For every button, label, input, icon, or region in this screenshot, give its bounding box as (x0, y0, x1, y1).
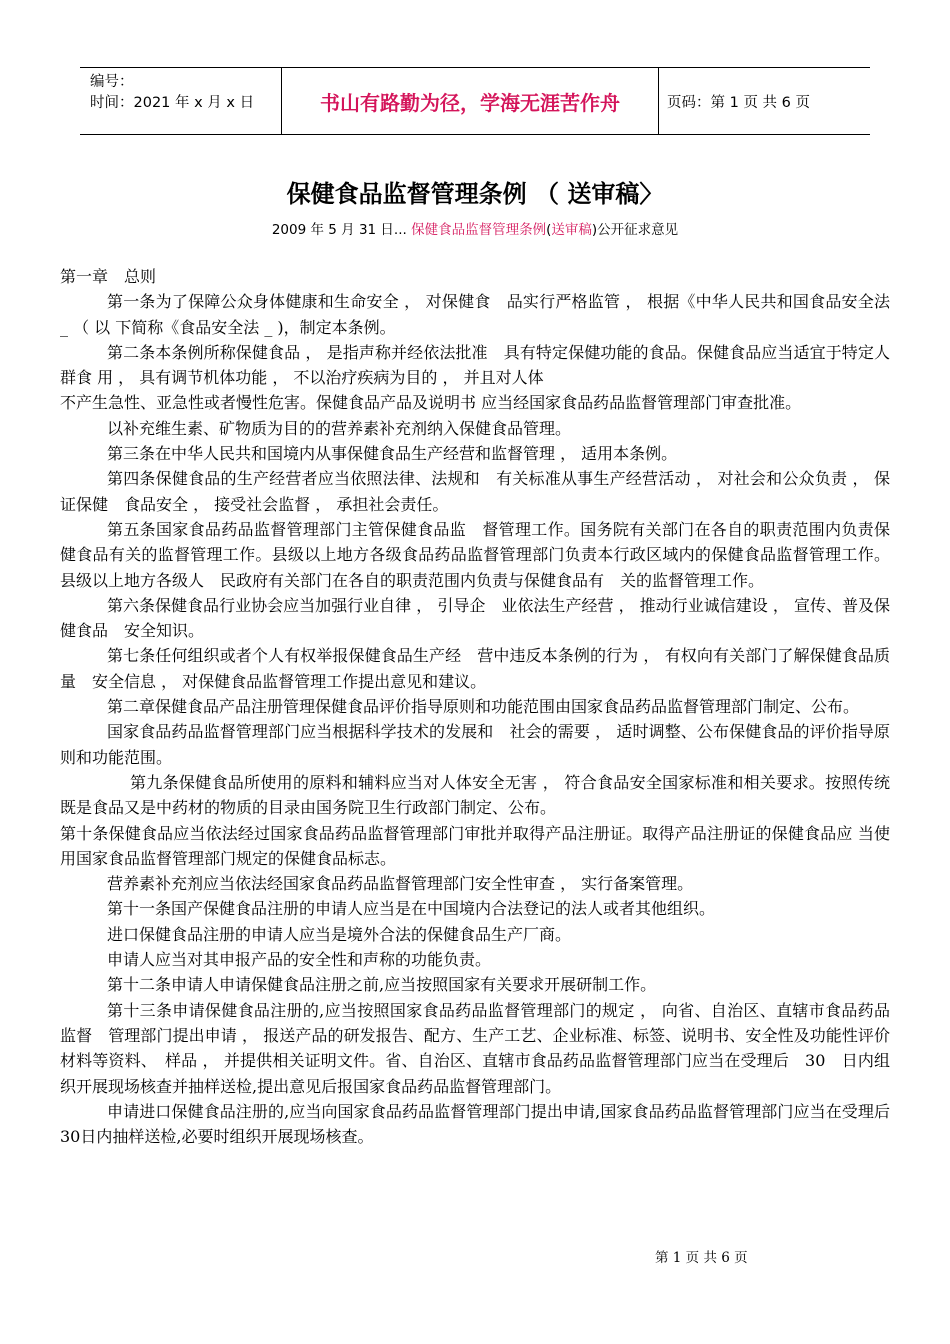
paragraph: 第七条任何组织或者个人有权举报保健食品生产经 营中违反本条例的行为 ， 有权向有关部门了解保健食品质量 安全信息 ， 对保健食品监督管理工作提出意见和建议。 (60, 646, 890, 691)
header-page-info: 页码：第 1 页 共 6 页 (667, 94, 810, 111)
paragraph: 第二条本条例所称保健食品 ， 是指声称并经依法批准 具有特定保健功能的食品。保健食品应当适宜于特定人群食 用 ， 具有调节机体功能 ， 不以治疗疾病为目的 ， 并且对人体 (60, 342, 890, 388)
paragraph: 第六条保健食品行业协会应当加强行业自律 ， 引导企 业依法生产经营 ， 推动行业诚信建设 ， 宣传、普及保健食品 安全知识。 (60, 595, 890, 641)
paragraph: 申请人应当对其申报产品的安全性和声称的功能负责。 (107, 950, 492, 970)
paragraph: 以补充维生素、矿物质为目的的营养素补充剂纳入保健食品管理。 (107, 418, 572, 438)
paragraph: 第四条保健食品的生产经营者应当依照法律、法规和 有关标准从事生产经营活动 ， 对社会和公众负责 ， 保证保健 食品安全 ， 接受社会监督 ， 承担社会责任。 (60, 469, 890, 514)
paragraph: 申请进口保健食品注册的,应当向国家食品药品监督管理部门提出申请,国家食品药品监督管理部门应当在受理后30日内抽样送检,必要时组织开展现场核查。 (60, 1101, 890, 1147)
header-meta (80, 68, 282, 134)
paragraph: 第十一条国产保健食品注册的申请人应当是在中国境内合法登记的法人或者其他组织。 (107, 899, 716, 919)
paragraph: 不产生急性、亚急性或者慢性危害。保健食品产品及说明书 应当经国家食品药品监督管理部门审查批准。 (60, 393, 802, 413)
header-motto: 书山有路勤为径，学海无涯苦作舟 (282, 68, 659, 134)
subtitle-suffix: )公开征求意见 (591, 222, 679, 238)
document-subtitle (0, 218, 950, 238)
document-body (60, 264, 907, 1149)
paragraph: 营养素补充剂应当依法经国家食品药品监督管理部门安全性审查 ， 实行备案管理。 (107, 874, 694, 894)
paragraph: 第十三条申请保健食品注册的,应当按照国家食品药品监督管理部门的规定 ， 向省、自治区、直辖市食品药品监督 管理部门提出申请 ， 报送产品的研发报告、配方、生产工艺、企业标准、标签、说明书、安全性及功能性评价材料等资料、 样品 ， 并提供相关证明文件。省、自治区、直辖市食品药品监督管理部门应当在受理后 30 日内组织开展现场核查并抽样送检,提出意见后报国家食品药品监督管理部门。 (60, 1000, 890, 1096)
page-footer: 第 1 页 共 6 页 (655, 1250, 748, 1266)
document-header (80, 67, 870, 135)
paragraph: 第三条在中华人民共和国境内从事保健食品生产经营和监督管理 ， 适用本条例。 (107, 444, 678, 464)
paragraph: 第十二条申请人申请保健食品注册之前,应当按照国家有关要求开展研制工作。 (107, 975, 657, 995)
paragraph: 进口保健食品注册的申请人应当是境外合法的保健食品生产厂商。 (107, 924, 572, 944)
paragraph: 第五条国家食品药品监督管理部门主管保健食品监 督管理工作。国务院有关部门在各自的职责范围内负责保 健食品有关的监督管理工作。县级以上地方各级食品药品监督管理部门负责本行政区域内的保健食品监督管理工作。县级以上地方各级人 民政府有关部门在各自的职责范围内负责与保健食品有 关的监督管理工作。 (60, 519, 907, 590)
number-label: 编号： (90, 74, 134, 90)
subtitle-prefix: 2009 年 5 月 31 日... (271, 222, 412, 238)
paragraph: 第二章保健食品产品注册管理保健食品评价指导原则和功能范围由国家食品药品监督管理部门制定、公布。 (107, 697, 860, 717)
paragraph: 国家食品药品监督管理部门应当根据科学技术的发展和 社会的需要 ， 适时调整、公布保健食品的评价指导原则和功能范围。 (60, 722, 890, 767)
subtitle-paren: ( (546, 222, 552, 238)
document-title: 保健食品监督管理条例 （ 送审稿〉 (286, 180, 664, 208)
time-label: 时间：2021 年 x 月 x 日 (90, 95, 255, 111)
subtitle-highlight-1: 保健食品监督管理条例 (411, 222, 547, 238)
paragraph: 第九条保健食品所使用的原料和辅料应当对人体安全无害 ， 符合食品安全国家标准和相关要求。按照传统既是食品又是中药材的物质的目录由国务院卫生行政部门制定、公布。 (60, 772, 890, 818)
paragraph: 第一条为了保障公众身体健康和生命安全 ， 对保健食 品实行严格监管 ， 根据《中华人民共和国食品安全法 _ （ 以 下简称《食品安全法 _ )，制定本条例。 (60, 292, 890, 337)
paragraph: 第十条保健食品应当依法经过国家食品药品监督管理部门审批并取得产品注册证。取得产品注册证的保健食品应 当使用国家食品监督管理部门规定的保健食品标志。 (60, 823, 890, 868)
subtitle-highlight-2: 送审稿 (551, 222, 592, 238)
paragraph: 第一章 总则 (60, 267, 157, 286)
